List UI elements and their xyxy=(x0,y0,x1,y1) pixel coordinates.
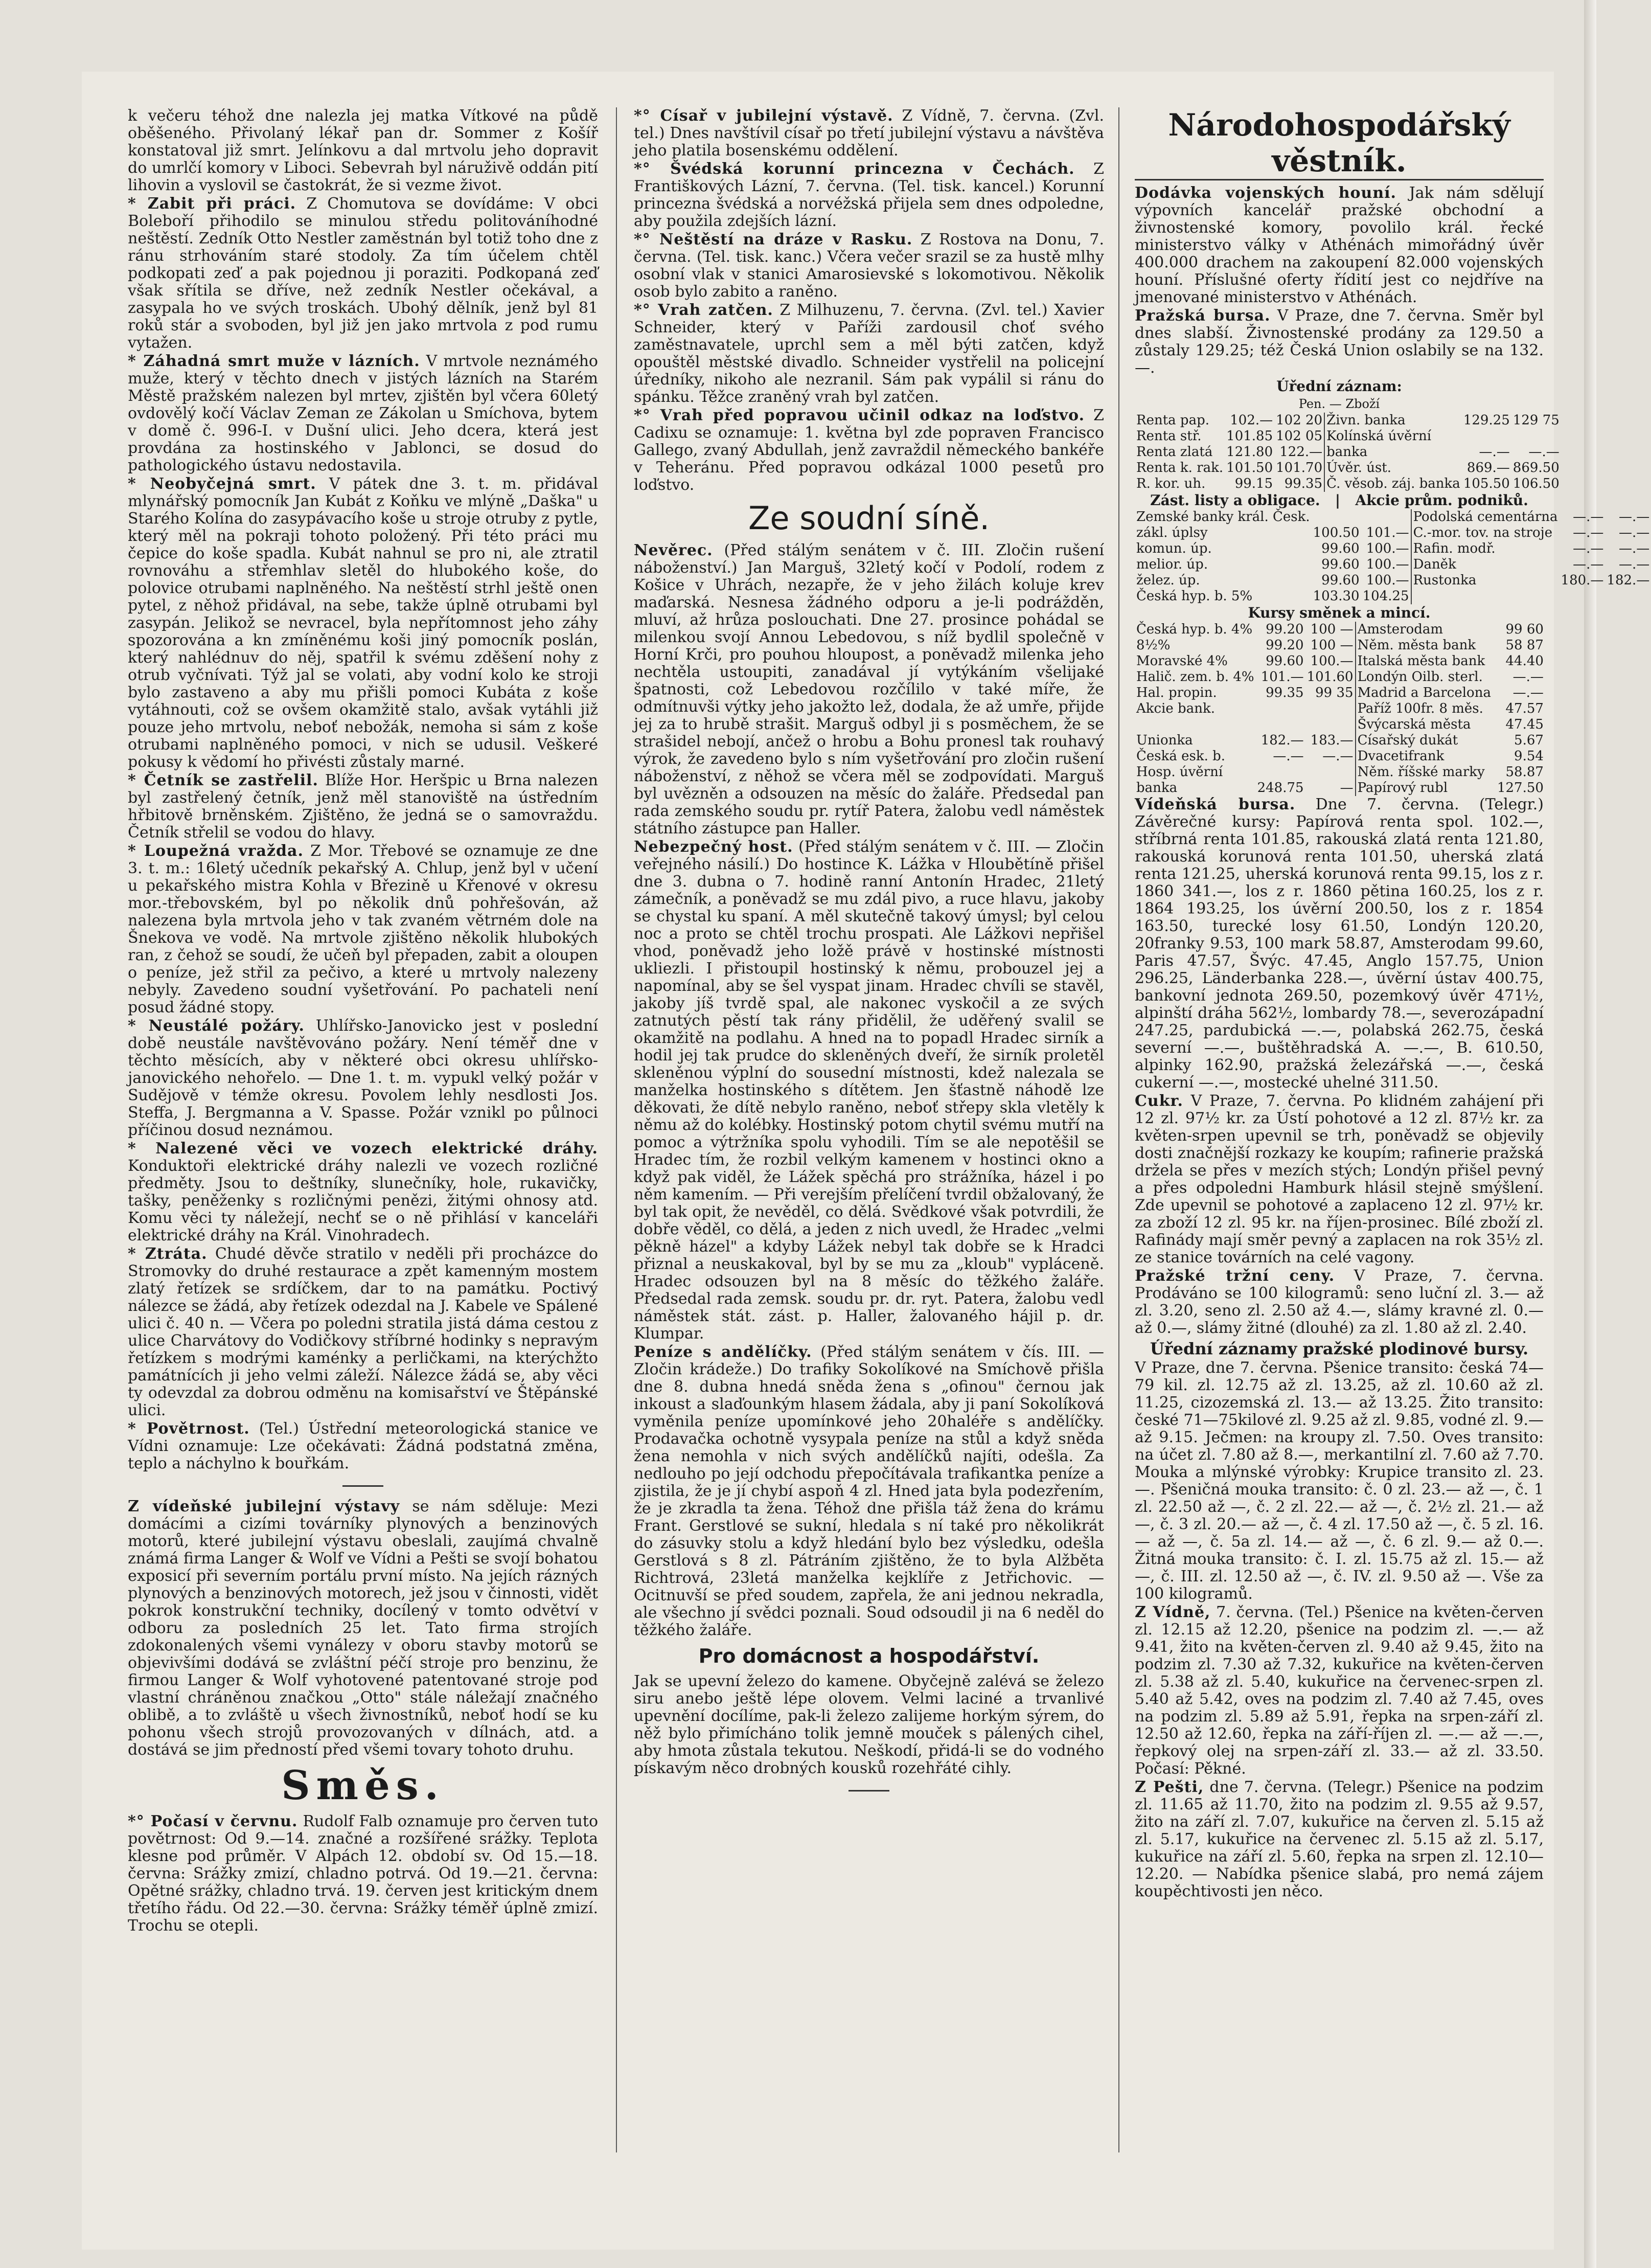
rate-cell-right: 99 60 xyxy=(1505,622,1544,637)
rate-cell-right: 47.57 xyxy=(1505,701,1544,716)
rate-cell-right: —.— xyxy=(1573,525,1604,540)
article-fires xyxy=(128,1017,598,1139)
article-kicker: * Četník se zastřelil. xyxy=(128,772,318,789)
article-kicker: *° Počasí v červnu. xyxy=(128,1812,298,1830)
rate-cell-right: 180.— xyxy=(1561,573,1604,588)
rate-cell-left: Unionka xyxy=(1136,733,1193,748)
rates-row xyxy=(1135,476,1561,492)
article-robbery-murder xyxy=(128,843,598,1016)
rates-row xyxy=(1135,413,1561,428)
article-sugar xyxy=(1135,1093,1544,1266)
rate-cell-right: —.— xyxy=(1619,541,1650,556)
rate-cell-left: 100 — xyxy=(1310,622,1354,637)
rate-cell-left: 101.70 xyxy=(1276,460,1323,475)
rate-cell-right: Londýn Oilb. sterl. xyxy=(1356,669,1493,685)
section-heading-economy: Národohospodářský věstník. xyxy=(1135,107,1544,180)
column-local-news xyxy=(128,107,598,2163)
rate-cell-left xyxy=(1256,701,1305,717)
rate-cell-left: 99.20 xyxy=(1266,622,1304,637)
article-body: V Praze, 7. června. Prodáváno se 100 kilogramů: seno luční zl. 3.— až zl. 3.20, seno zl. 2.50 až 4.—, slámy kravné zl. 0.— až 0.—, slámy žitné (dlouhé) za zl. 1.80 až zl. 2.40. xyxy=(1135,1267,1544,1337)
rate-cell-left: 99.20 xyxy=(1266,638,1304,653)
article-kicker: * Zabit při práci. xyxy=(128,195,296,213)
article-vienna-exchange xyxy=(1135,796,1544,1092)
rate-cell-left: Hosp. úvěrní xyxy=(1136,764,1223,780)
rate-cell-left: Zemské banky král. Česk. xyxy=(1136,509,1310,525)
rate-cell-left: komun. úp. xyxy=(1136,541,1212,556)
article-court-1 xyxy=(634,542,1104,837)
rate-cell-right xyxy=(1462,428,1511,444)
rate-cell-left: Česká hyp. b. 4% xyxy=(1136,622,1253,637)
article-emperor xyxy=(634,107,1104,160)
rate-cell-left: 99.60 xyxy=(1321,573,1360,588)
rate-cell-left: Renta pap. xyxy=(1136,413,1209,428)
rates-row xyxy=(1135,749,1545,764)
rate-cell-left: 99.60 xyxy=(1321,557,1360,572)
article-pest-grain xyxy=(1135,1779,1544,1900)
article-kicker: * Nalezené věci ve vozech elektrické dráhy. xyxy=(128,1140,598,1158)
rate-cell-left: 99.35 xyxy=(1284,476,1323,491)
rates-row xyxy=(1135,460,1561,476)
article-kicker: Cukr. xyxy=(1135,1092,1183,1110)
rate-cell-left: 100 — xyxy=(1310,638,1354,653)
article-weather xyxy=(128,1420,598,1472)
rate-cell-left: 122.— xyxy=(1279,444,1323,460)
rate-cell-right xyxy=(1411,588,1560,604)
rate-cell-right: —.— xyxy=(1528,444,1560,460)
rate-cell-left: 101.60 xyxy=(1306,669,1354,685)
rate-cell-left xyxy=(1361,509,1411,525)
rate-cell-left: 99.60 xyxy=(1266,653,1304,669)
rate-cell-right: Dvacetifrank xyxy=(1356,749,1493,764)
rates-row xyxy=(1135,780,1545,796)
rates-table-head: Pen. — Zboží xyxy=(1298,397,1380,411)
rate-cell-left: 103.30 xyxy=(1313,588,1360,604)
rate-cell-left: 101.50 xyxy=(1226,460,1273,475)
article-railway-accident xyxy=(634,231,1104,301)
article-body: Z Františkových Lázní, 7. června. (Tel. tisk. kancel.) Korunní princezna švédská a norvéžská přijela sem dnes odpoledne, aby použila zdejších lázní. xyxy=(634,160,1104,230)
article-kicker: Nebezpečný host. xyxy=(634,838,793,856)
rate-cell-left: Renta k. rak. xyxy=(1136,460,1224,475)
rate-cell-right: 129.25 xyxy=(1463,413,1510,428)
rate-cell-left: Česká hyp. b. 5% xyxy=(1136,588,1253,604)
rate-cell-left: zákl. úplsy xyxy=(1136,525,1208,540)
rate-cell-left xyxy=(1135,717,1256,733)
rate-cell-left: Renta zlatá xyxy=(1136,444,1213,460)
rate-cell-right xyxy=(1511,428,1561,444)
article-kicker: Nevěrec. xyxy=(634,541,713,559)
rate-cell-right: —.— xyxy=(1573,557,1604,572)
rate-cell-right: 869.— xyxy=(1466,460,1510,475)
rate-cell-left: Moravské 4% xyxy=(1136,653,1228,669)
article-kicker: *° Vrah zatčen. xyxy=(634,301,773,319)
rates-subhead: Zást. listy a obligace. | Akcie prům. podniků. xyxy=(1150,492,1528,509)
rate-cell-left xyxy=(1256,717,1305,733)
article-kicker: Pražské tržní ceny. xyxy=(1135,1267,1335,1285)
article-blankets xyxy=(1135,185,1544,306)
rates-row xyxy=(1135,764,1545,780)
rate-cell-left: 102 20 xyxy=(1276,413,1323,428)
rate-cell-right: Italská města bank xyxy=(1356,653,1493,669)
rate-cell-right: 105.50 xyxy=(1463,476,1510,491)
article-body: Dne 7. června. (Telegr.) Závěrečné kursy: Papírová renta spol. 102.—, stříbrná renta 101.85, rakouská zlatá renta 121.80, rakouská korunová renta 101.50, uherská zlatá renta 121.25, uherská korunová renta 99.15, los z r. 1860 341.—, los z r. 1860 pětina 160.25, los z r. 1864 193.25, los úvěrní 200.50, los z r. 1854 163.50, turecké losy 61.50, Londýn 120.20, 20franky 9.53, 100 mark 58.87, Amsterodam 99.60, Paris 47.57, Švýc. 47.45, Anglo 157.75, Union 296.25, Länderbanka 228.—, úvěrní ústav 400.75, bankovní jednota 269.50, pozemkový úvěr 471½, alpinští dráha 562½, lombardy 78.—, severozápadní 247.25, pardubická —.—, polabská 262.75, česká severní —.—, buštěhradská A. —.—, B. 610.50, alpinky 162.90, pražská železářská —.—, česká cukerní —.—, mostecké uhelné 311.50. xyxy=(1135,796,1544,1092)
rate-cell-left: 100.50 xyxy=(1313,525,1360,540)
article-kicker: *° Neštěstí na dráze v Rasku. xyxy=(634,231,913,248)
rates-row xyxy=(1135,701,1545,717)
rate-cell-left xyxy=(1305,717,1356,733)
section-heading-smes: Směs. xyxy=(281,1762,445,1809)
article-market-prices xyxy=(1135,1267,1544,1337)
article-gendarme-shot xyxy=(128,772,598,842)
article-kicker: * Záhadná smrt muže v lázních. xyxy=(128,352,420,370)
rates-row xyxy=(1135,638,1545,653)
article-kicker: Vídeňská bursa. xyxy=(1135,796,1296,813)
rate-cell-left: R. kor. uh. xyxy=(1136,476,1206,491)
section-heading-household: Pro domácnost a hospodářství. xyxy=(698,1645,1040,1667)
article-body: se nám sděluje: Mezi domácími a cizími továrníky plynových a benzinových motorů, které jubilejní výstavu obeslali, zaujímá chvalně známá firma Langer & Wolf ve Vídni a Pešti se svojí bohatou exposicí při severním portálu první místo. Na jejích rázných plynových a benzinových motorech, jež jsou v činnosti, vidět pokrok konstrukční techniky, docílený v tomto odvětví v odboru za posledních 25 let. Tato firma strojích zdokonalených všemi vynálezy v oboru stavby motorů se objevivšími dodává se zvláštní péčí stroje pro benzinu, že firmou Langer & Wolf vyhotovené patentované stroje pod vlastní chráněnou značkou „Otto" stále náležají značného oblibě, a to zvláště u všech živnostníků, neboť hodí se ku pohonu všech strojů provozovaných v dílnách, atd. a dostává se jim předností před všemi tovary tohoto druhu. xyxy=(128,1498,598,1759)
rates-row xyxy=(1135,588,1651,604)
article-kicker: * Loupežná vražda. xyxy=(128,842,304,860)
rate-cell-left: 101.85 xyxy=(1226,428,1273,444)
article-body: (Před stálým senátem v č. III. — Zločin veřejného násilí.) Do hostince K. Lážka v Hloubětíně přišel dne 3. dubna o 7. hodině ranní Antonín Hradec, 21letý zámečník, a poněvadž se mu zdál pivo, a ruce hlavu, jakoby se chystal ku spaní. A měl skutečně takový úmysl; byl celou noc a proto se chtěl trochu prospati. Ale Lážkovi nepřišel vhod, poněvadž jeho ložě právě v hostinské místnosti ukliezli. I přistoupil hostinský k němu, probouzel jej a napomínal, aby se šel vyspat jinam. Hradec chvíli se stavěl, jakoby jíš tvrdě spal, ale nakonec vyskočil a ze svých zatnutých pěstí tak rány přidělil, že uděřený svalil se okamžitě na podlahu. A hned na to popadl Hradec sirník a hodil jej tak prudce do skleněných dveří, že sirník proletěl skleněnou výplní do sousední místnosti, kdež nalezala se manželka hostinského s dítětem. Jen šťastně náhodě lze děkovati, že dítě nebylo raněno, neboť střepy skla vletěly k němu až do kolébky. Hostinský potom chytil svému mutří na pomoc a výtržníka spolu vyhodili. Tím se ale nepotěšil se Hradec tím, že rozbil velkým kamenem v hostinci okno a když pak viděl, že Lážek spěchá pro strážníka, házel i po něm kamením. — Při verejším přelíčení tvrdil obžalovaný, že byl tak opit, že nevěděl, co dělá. Svědkové však potvrdili, že dobře věděl, co dělá, a jeden z nich uvedl, že Hradec „velmi pěkně házel" a kdyby Lážek nebyl tak dobře se k Hradci přiznal a neuskakoval, byl by se mu za „kloub" vypláceně. Hradec odsouzen byl na 8 měsíc do těžkého žaláře. Předsedal rada zemsk. soudu pr. dr. ryt. Patera, žalobu vedl náměstek stát. zást. p. Haller, žalovaného hájil p. dr. Klumpar. xyxy=(634,838,1104,1343)
article-court-3 xyxy=(634,1344,1104,1639)
rate-cell-left xyxy=(1312,509,1361,525)
rate-cell-left: 102.— xyxy=(1230,413,1273,428)
rate-cell-right: 9.54 xyxy=(1514,749,1544,764)
article-kicker: Z Pešti, xyxy=(1135,1778,1204,1796)
rate-cell-right: Rustonka xyxy=(1411,573,1560,588)
rates-row xyxy=(1135,733,1545,749)
column-rule xyxy=(1118,107,1119,2152)
article-body: V Praze, dne 7. června. Směr byl dnes slabší. Živnostenské prodány za 129.50 a zůstaly 129.25; též Česká Union oslabily se na 132.—. xyxy=(1135,307,1544,377)
rate-cell-left: 99 35 xyxy=(1315,685,1354,700)
rates-table xyxy=(1135,622,1545,796)
article-found-items xyxy=(128,1140,598,1244)
rate-cell-left: Hal. propin. xyxy=(1136,685,1217,700)
section-heading-produce: Úřední záznamy pražské plodinové bursy. xyxy=(1150,1339,1529,1358)
article-suicide: k večeru téhož dne nalezla jej matka Vítkové na půdě oběšeného. Přivolaný lékař pan dr. Sommer z Košíř konstatoval již smrt. Jelínkovu a dal mrtvolu jeho dopravit do umrlčí komory v Liboci. Sebevrah byl náruživě oddán pití lihovin a vyslovil se častokrát, že si vezme život. xyxy=(128,107,598,194)
article-kicker: * Povětrnost. xyxy=(128,1420,250,1438)
rate-cell-left: 182.— xyxy=(1260,733,1304,748)
rate-cell-left: Renta stř. xyxy=(1136,428,1202,444)
article-body: (Před stálým senátem v č. III. Zločin rušení náboženství.) Jan Marguš, 32letý kočí v Podolí, rodem z Košice v Uhrách, nezapře, že v jeho žilách koluje krev maďarská. Nesnesa žádného odporu a je-li podrážděn, mluví, až hrůza poslouchati. Dne 27. prosince pohádal se milenkou svojí Annou Lebedovou, s níž bydlil společně v Horní Krči, pro pouhou hloupost, a poněvadž milenka jeho nechtěla ustoupiti, zanadával jí vytýkáním všelijaké špatnosti, což Lebedovou rozčílilo v také míře, že odmítnuvši výtky jeho jakožto lež, dodala, že až umře, přijde jej za to hrubě strašit. Marguš odbyl ji s posměchem, že se strašidel nebojí, ančež o hrobu a Bohu pronesl tak rouhavý výrok, že zavedeno bylo s ním vyšetřování pro zločin rušení náboženství, z něhož se včera měl se zodpovídati. Marguš byl uvězněn a odsouzen na měsíc do žaláře. Předsedal pan rada zemského soudu pr. rytíř Patera, žalobu vedl náměstek státního zástupce pan Haller. xyxy=(634,541,1105,837)
column-telegrams-court xyxy=(634,107,1104,2163)
rate-cell-right: Císařský dukát xyxy=(1356,733,1493,749)
rates-table-title: Úřední záznam: xyxy=(1276,378,1402,395)
rates-row xyxy=(1135,669,1545,685)
rate-cell-left: 99.35 xyxy=(1266,685,1304,700)
rate-cell-left: 100.— xyxy=(1366,557,1409,572)
rate-cell-left: 100.— xyxy=(1310,653,1354,669)
divider xyxy=(128,1477,598,1494)
rate-cell-left: 101.— xyxy=(1366,525,1409,540)
rates-row xyxy=(1135,444,1561,460)
rates-table xyxy=(1135,413,1561,492)
rate-cell-right: 106.50 xyxy=(1512,476,1560,491)
rate-cell-right xyxy=(1605,588,1651,604)
rate-cell-left: melior. úp. xyxy=(1136,557,1208,572)
rate-cell-right: 44.40 xyxy=(1505,653,1544,669)
rate-cell-right: Papírový rubl xyxy=(1356,780,1493,796)
article-prague-exchange xyxy=(1135,307,1544,377)
article-kicker: *° Vrah před popravou učinil odkaz na loďstvo. xyxy=(634,406,1085,424)
article-vienna-grain xyxy=(1135,1604,1544,1778)
article-body: dne 7. června. (Telegr.) Pšenice na podzim zl. 11.65 až 11.70, žito na podzim zl. 9.55 až 9.57, žito na září zl. 7.07, kukuřice na červen zl. 5.15 až zl. 5.17, kukuřice na červenec zl. 5.15 až zl. 5.17, kukuřice na září zl. 5.60, řepka na srpen zl. 12.10—12.20. — Nabídka pšenice slabá, pro nemá zájem koupěchtivosti jen něco. xyxy=(1135,1778,1544,1900)
article-mysterious-death xyxy=(128,353,598,474)
rate-cell-right: Podolská cementárna xyxy=(1411,509,1560,525)
article-body: Z Mor. Třebové se oznamuje ze dne 3. t. m.: 16letý učedník pekařský A. Chlup, jenž byl v učení u pekařského mistra Kohla v Březině u Křenové v okresu mor.-třebovském, byl po několik dnů pohřešován, až nalezena byla mrtvola jeho v tak zvaném větrném dole na Šnekova ve vodě. Na mrtvole zjištěno několik hlubokých ran, z čehož se soudí, že učeň byl přepaden, zabit a oloupen o peníze, jež střil za pečivo, a které u mrtvoly nalezeny nebyly. Zavedeno soudní vyšetřování. Po pachateli není posud žádné stopy. xyxy=(128,842,598,1016)
rate-cell-left: banka xyxy=(1136,780,1178,796)
rate-cell-right xyxy=(1560,588,1606,604)
article-produce: V Praze, dne 7. června. Pšenice transito: česká 74—79 kil. zl. 12.75 až zl. 13.25, až zl. 10.60 až zl. 11.25, cizozemská zl. 13.— až 13.25. Žito transito: české 71—75kilové zl. 9.25 až zl. 9.85, vodné zl. 9.— až 9.15. Ječmen: na kroupy zl. 7.50. Oves transito: na účet zl. 7.80 až 8.—, merkantilní zl. 7.60 až 7.70. Mouka a mlýnské výrobky: Krupice transito zl. 23.—. Pšeničná mouka transito: č. 0 zl. 23.— až —, č. 1 zl. 22.50 až —, č. 2 zl. 22.— až —, č. 2½ zl. 21.— až —, č. 3 zl. 20.— až —, č. 4 zl. 17.50 až —, č. 5 zl. 16.— až —, č. 5a zl. 14.— až —, č. 6 zl. 9.— až 0.—. Žitná mouka transito: č. I. zl. 15.75 až zl. 15.— až —, č. III. zl. 12.50 až —, č. IV. zl. 9.50 až —. Vše za 100 kilogramů. xyxy=(1135,1359,1544,1603)
article-body: V mrtvole neznámého muže, který v těchto dnech v jistých lázních na Starém Městě pražském nalezen byl mrtev, zjištěn byl včera 60letý ovdovělý kočí Václav Zeman ze Zákolan u Smíchova, bytem v domě č. 996-I. v Dušní ulici. Jeho dcera, která jest provdána za hostinského v Jablonci, se dosud do pathologického ústavu nedostavila. xyxy=(128,352,598,474)
article-household: Jak se upevní železo do kamene. Obyčejně zalévá se železo siru anebo ještě lépe olovem. Velmi laciné a trvanlivé upevnění docílíme, pak-li železo zalijeme horkým sýrem, do něž bylo přimícháno tolik jemně mouček s pálených cihel, aby hmota zůstala tekutou. Neškodí, přidá-li se do vodného pískavým něco drobných kousků rozehřáté cihly. xyxy=(634,1672,1104,1777)
rate-cell-right: Madrid a Barcelona xyxy=(1356,685,1493,701)
rate-cell-left: 99.60 xyxy=(1321,541,1360,556)
rate-cell-right: 47.45 xyxy=(1505,717,1544,732)
article-kicker: *° Švédská korunní princezna v Čechách. xyxy=(634,160,1075,178)
article-body: Z Vídně, 7. června. (Zvl. tel.) Dnes navštívil císař po třetí jubilejní výstavu a návštěva jeho platila bosenskému oddělení. xyxy=(634,107,1105,160)
rate-cell-right: Kolínská úvěrní xyxy=(1324,428,1462,444)
rate-cell-right: Amsterodam xyxy=(1356,622,1493,638)
rate-cell-right: 127.50 xyxy=(1497,780,1544,796)
page-edge-shadow xyxy=(1584,0,1596,2268)
rate-cell-right: Švýcarská města xyxy=(1356,717,1493,733)
article-kicker: *° Císař v jubilejní výstavě. xyxy=(634,107,893,125)
article-kicker: * Neustálé požáry. xyxy=(128,1017,305,1035)
rate-cell-left: 99.15 xyxy=(1234,476,1273,491)
rate-cell-left: —.— xyxy=(1273,749,1304,764)
rate-cell-right: —.— xyxy=(1573,541,1604,556)
article-body: (Tel.) Ústřední meteorologická stanice ve Vídni oznamuje: Lze očekávati: Žádná podstatná změna, teplo a náchylno k bouřkám. xyxy=(128,1420,598,1472)
rates-row xyxy=(1135,557,1651,573)
rate-cell-left: 100.— xyxy=(1366,573,1409,588)
rate-cell-left xyxy=(1305,764,1356,780)
rate-cell-left: 183.— xyxy=(1310,733,1354,748)
rate-cell-left: 101.— xyxy=(1260,669,1304,685)
article-body: Konduktoři elektrické dráhy nalezli ve vozech rozličné předměty. Jsou to deštníky, slunečníky, hole, rukavičky, tašky, peněženky s rozličnými penězi, žitými ohnosy atd. Komu věci ty náležejí, nechť se o ně přihlásí v kanceláři elektrické dráhy na Král. Vinohradech. xyxy=(128,1157,598,1244)
rates-row xyxy=(1135,541,1651,557)
article-body: 7. června. (Tel.) Pšenice na květen-červen zl. 12.15 až 12.20, pšenice na podzim zl. —.— až 9.41, žito na květen-červen zl. 9.40 až 9.45, žito na podzim zl. 7.30 až 7.32, kukuřice na květen-červen zl. 5.38 až zl. 5.40, kukuřice na červenec-srpen zl. 5.40 až 5.42, oves na podzim zl. 7.40 až 7.45, oves na podzim zl. 5.89 až 5.91, řepka na srpen-září zl. 12.50 až 12.60, řepka na září-říjen zl. —.— až —.—, řepkový olej na srpen-září zl. 33.— až zl. 33.50. Počasí: Pěkné. xyxy=(1135,1603,1544,1778)
column-rule xyxy=(616,107,617,2152)
end-mark xyxy=(634,1781,1104,1799)
article-body: Uhlířsko-Janovicko jest v poslední době neustále navštěvováno požáry. Není téměř dne v těchto měsících, aby v některé obci okresu uhlířsko-janovického nehořelo. — Dne 1. t. m. vypukl velký požár v Sudějově v témže okresu. Povolem lehly nesdlosti Jos. Steffa, J. Bergmanna a V. Spasse. Požár vznikl po půlnoci příčinou dosud neznámou. xyxy=(128,1017,598,1139)
article-body: V pátek dne 3. t. m. přidával mlynářský pomocník Jan Kubát z Koňku ve mlýně „Daška" u Starého Kolína do zasypávacího koše u stroje otruby z pytle, který měl na pokraji tohoto položený. Při této práci mu čepice do koše spadla. Kubát nahnul se pro ni, ale ztratil rovnováhu a střemhlav sletěl do hlubokého koše, do polovice otrubami naplněného. Na neštěstí strhl ještě onen pytel, z něhož přidával, na sebe, takže úplně otrubami byl zasypán. Jelikož se nevracel, byla nepřítomnost jeho záhy spozorována a kn zmíněnému koši jiný pomocník poslán, který nahlédnuv do něj, spatřil k svému zděšení nohy z otrub vyčnívati. Týž jal se volati, aby vodní kolo ke stroji bylo zastaveno a aby mu přišli pomoci Kubáta z koše vytáhnouti, což se ovšem okamžitě stalo, avšak vytáhli již pouze jeho mrtvolu, neboť nebožák, nemoha si sám z koše otrubami naplněného pomoci, v nich se udusil. Veškeré pokusy k vědomí ho přivésti zůstaly marné. xyxy=(128,475,598,771)
rate-cell-left: 8½% xyxy=(1136,638,1171,653)
rates-row xyxy=(1135,685,1545,701)
rate-cell-left: 104.25 xyxy=(1362,588,1409,604)
article-kicker: Peníze s andělíčky. xyxy=(634,1343,812,1361)
rate-cell-right: —.— xyxy=(1573,509,1604,525)
rate-cell-right: banka xyxy=(1324,444,1462,460)
article-body: Jak nám sdělují výpovních kancelář pražské obchodní a živnostenské komory, povolilo král. řecké ministerstvo války v Athénách mimořádný úvěr 400.000 drachem na zakoupení 82.000 vojenských houní. Příslušné oferty řídití jest co nejdříve na jmenované ministerstvo v Athénách. xyxy=(1135,184,1544,306)
rates-row xyxy=(1135,525,1651,541)
rates-row xyxy=(1135,653,1545,669)
rate-cell-right: Č. věsob. záj. banka xyxy=(1324,476,1462,492)
rate-cell-right: —.— xyxy=(1512,685,1544,700)
rate-cell-right: C.-mor. tov. na stroje xyxy=(1411,525,1560,541)
article-body: Chudé děvče stratilo v neděli při procházce do Stromovky do druhé restaurace a zpět kamenným mostem zlatý řetízek se srdíčkem, dar to na památku. Poctivý nálezce se žádá, aby řetízek odezdal na J. Kabele ve Spálené ulici č. 40 n. — Včera po poledni stratila jistá dáma cestou z ulice Charvátovy do Vodičkovy stříbrné hodinky s nepravým řetízkem s modrými kaménky a perličkami, na kterýchžto památnících ji jeho velmi záleží. Nálezce žádá se, aby věci ty odevzdal za dobrou odměnu na komisařství ve Štěpánské ulici. xyxy=(128,1245,598,1419)
rate-cell-right: 58.87 xyxy=(1505,764,1544,780)
article-kicker: * Ztráta. xyxy=(128,1245,208,1263)
rate-cell-left xyxy=(1305,701,1356,717)
rates-row xyxy=(1135,622,1545,638)
rate-cell-left xyxy=(1256,764,1305,780)
article-body: Z Chomutova se dovídáme: V obci Boleboří přihodilo se minulou středu politováníhodné neštěstí. Zedník Otto Nestler zaměstnán byl totiž toho dne z ránu strhováním staré stodoly. Za tím účelem chtěl podkopati zeď a pak pojednou ji poraziti. Podkopaná zeď však sřítila se dříve, než zedník Nestler očekával, a zasypala ho ve svých troskách. Ubohý dělník, jenž byl 81 roků stár a svoboden, byl již jen jako mrtvola z pod rumu vytažen. xyxy=(128,195,598,352)
article-body: Z Milhuzenu, 7. června. (Zvl. tel.) Xavier Schneider, který v Paříži zardousil choť svého zaměstnavatele, uprchl sem a měl býti zatčen, když opouštěl městské divadlo. Schneider vystřelil na policejní úředníky, nikoho ale nezranil. Sám pak vypálil si ránu do spánku. Těžce zraněný vrah byl zatčen. xyxy=(634,301,1104,406)
article-body: (Před stálým senátem v čís. III. — Zločin krádeže.) Do trafiky Sokolíkové na Smíchově přišla dne 8. dubna hnedá sněda žena s „ofinou" černou jak inkoust a slaďounkým hlasem žádala, aby ji paní Sokolíková vyměnila peníze upomínkové jeho 20haléře s andělíčky. Prodavačka ochotně vysypala peníze na stůl a když sněda žena nemohla v nich svých andělíčků najíti, odešla. Za nedlouho po její odchodu přepočítávala trafikantka peníze a zjistila, že je jí chybí aspoň 4 zl. Hned jata byla podezřením, že je zkradla ta žena. Téhož dne přišla táž žena do krámu Frant. Gerstlové se sukní, hledala s ní také pro několikrát do zásuvky stolu a když hledání bylo bez výsledku, odešla Gerstlová s 8 zl. Pátráním zjištěno, že to byla Alžběta Richtrová, 23letá manželka kejklíře z Jetřichovic. — Ocitnuvší se před soudem, zapřela, že ani jednou nekradla, ale všechno jí svědci poznali. Soud odsoudil ji na 6 neděl do těžkého žaláře. xyxy=(634,1343,1104,1639)
rate-cell-right: —.— xyxy=(1619,557,1650,572)
rate-cell-right: 869.50 xyxy=(1512,460,1560,475)
rate-cell-right: Úvěr. úst. xyxy=(1324,460,1462,476)
article-kicker: Z Vídně, xyxy=(1135,1603,1211,1621)
rate-cell-left: 102 05 xyxy=(1276,428,1323,444)
rate-cell-right: 5.67 xyxy=(1514,733,1544,748)
rate-cell-left: želez. úp. xyxy=(1136,573,1200,588)
article-body: Rudolf Falb oznamuje pro červen tuto povětrnost: Od 9.—14. značné a rozšířené srážky. Teplota klesne pod průměr. V Alpách 12. období sv. Od 15.—18. června: Srážky zmizí, chladno potrvá. Od 19.—21. června: Opětné srážky, chladno trvá. 19. červen jest kritickým dnem třetího řádu. Od 22.—30. června: Srážky téměř úplně zmizí. Trochu se otepli. xyxy=(128,1812,598,1935)
article-body: Blíže Hor. Heršpic u Brna nalezen byl zastřelený četník, jenž měl stanoviště na ústředním hřbitově brněnském. Zjištěno, že jedná se o samovraždu. Četník střelil se vodou do hlavy. xyxy=(128,772,598,842)
rates-row xyxy=(1135,573,1651,588)
rates-row xyxy=(1135,509,1651,525)
rate-cell-right: 182.— xyxy=(1607,573,1650,588)
rate-cell-left: 121.80 xyxy=(1226,444,1273,460)
rate-cell-right: Daněk xyxy=(1411,557,1560,573)
rate-cell-right: Rafin. modř. xyxy=(1411,541,1560,557)
rate-cell-left: — xyxy=(1340,780,1354,796)
rate-cell-right: —.— xyxy=(1479,444,1510,460)
newspaper-page xyxy=(82,72,1650,2250)
article-bequest xyxy=(634,407,1104,494)
article-exhibition xyxy=(128,1498,598,1759)
rate-cell-right: Paříž 100fr. 8 měs. xyxy=(1356,701,1493,717)
column-economy xyxy=(1135,107,1650,2163)
rate-cell-right: —.— xyxy=(1512,669,1544,685)
article-kicker: Dodávka vojenských houní. xyxy=(1135,184,1396,202)
article-kicker: * Neobyčejná smrt. xyxy=(128,475,316,493)
article-court-2 xyxy=(634,838,1104,1343)
rate-cell-left: 100.— xyxy=(1366,541,1409,556)
rate-cell-left: Akcie bank. xyxy=(1136,701,1215,716)
rates-row xyxy=(1135,428,1561,444)
article-unusual-death xyxy=(128,475,598,771)
rates-table xyxy=(1135,509,1651,604)
rate-cell-right: 129 75 xyxy=(1512,413,1560,428)
article-princess xyxy=(634,161,1104,230)
article-body: V Praze, 7. června. Po klidném zahájení při 12 zl. 97½ kr. za Ústí pohotové a 12 zl. 87½ kr. za květen-srpen upevnil se trh, poněvadž se objevily dosti značnější rozkazy ke koupím; rafinerie pražská držela se přes v mezích stých; Londýn přišel pevný a přes odpoledni Hamburk hlásil stejně smýšlení. Zde upevnil se pohotové a zaplaceno 12 zl. 97½ kr. za zboží 12 zl. 95 kr. na říjen-prosinec. Bílé zboží zl. Rafinády mají směr pevný a zaplacen na rok 35½ zl. ze stanice továrních na celé vagony. xyxy=(1135,1092,1544,1266)
rate-cell-right: —.— xyxy=(1619,509,1650,525)
article-loss xyxy=(128,1245,598,1419)
article-kicker: Z vídeňské jubilejní výstavy xyxy=(128,1498,400,1515)
article-kicker: Pražská bursa. xyxy=(1135,307,1271,325)
rate-cell-right: 58 87 xyxy=(1505,638,1544,653)
article-killed-at-work xyxy=(128,195,598,352)
article-body: Z Cadixu se oznamuje: 1. května byl zde popraven Francisco Gallego, zvaný Abdullah, jenž zavraždil německého bankéře v Teheránu. Před popravou odkázal 1000 pesetů pro loďstvo. xyxy=(634,406,1104,494)
section-heading-court: Ze soudní síně. xyxy=(748,500,990,537)
rates-subhead: Kursy směnek a mincí. xyxy=(1248,604,1431,621)
rates-row xyxy=(1135,717,1545,733)
article-june-weather xyxy=(128,1813,598,1935)
rate-cell-left: Halič. zem. b. 4% xyxy=(1136,669,1254,685)
rate-cell-right: Živn. banka xyxy=(1324,413,1462,428)
article-murderer-arrested xyxy=(634,302,1104,406)
rate-cell-right: Něm. říšské marky xyxy=(1356,764,1493,780)
article-body: Z Rostova na Donu, 7. června. (Tel. tisk. kanc.) Včera večer srazil se za hustě mlhy osobní vlak v stanici Amarosievské s lokomotivou. Několik osob bylo zabito a raněno. xyxy=(634,231,1104,301)
rate-cell-left: 248.75 xyxy=(1257,780,1304,796)
rate-cell-left: Česká esk. b. xyxy=(1136,749,1226,764)
rate-cell-left: —.— xyxy=(1322,749,1354,764)
rate-cell-right: —.— xyxy=(1619,525,1650,540)
rate-cell-right: Něm. města bank xyxy=(1356,638,1493,653)
